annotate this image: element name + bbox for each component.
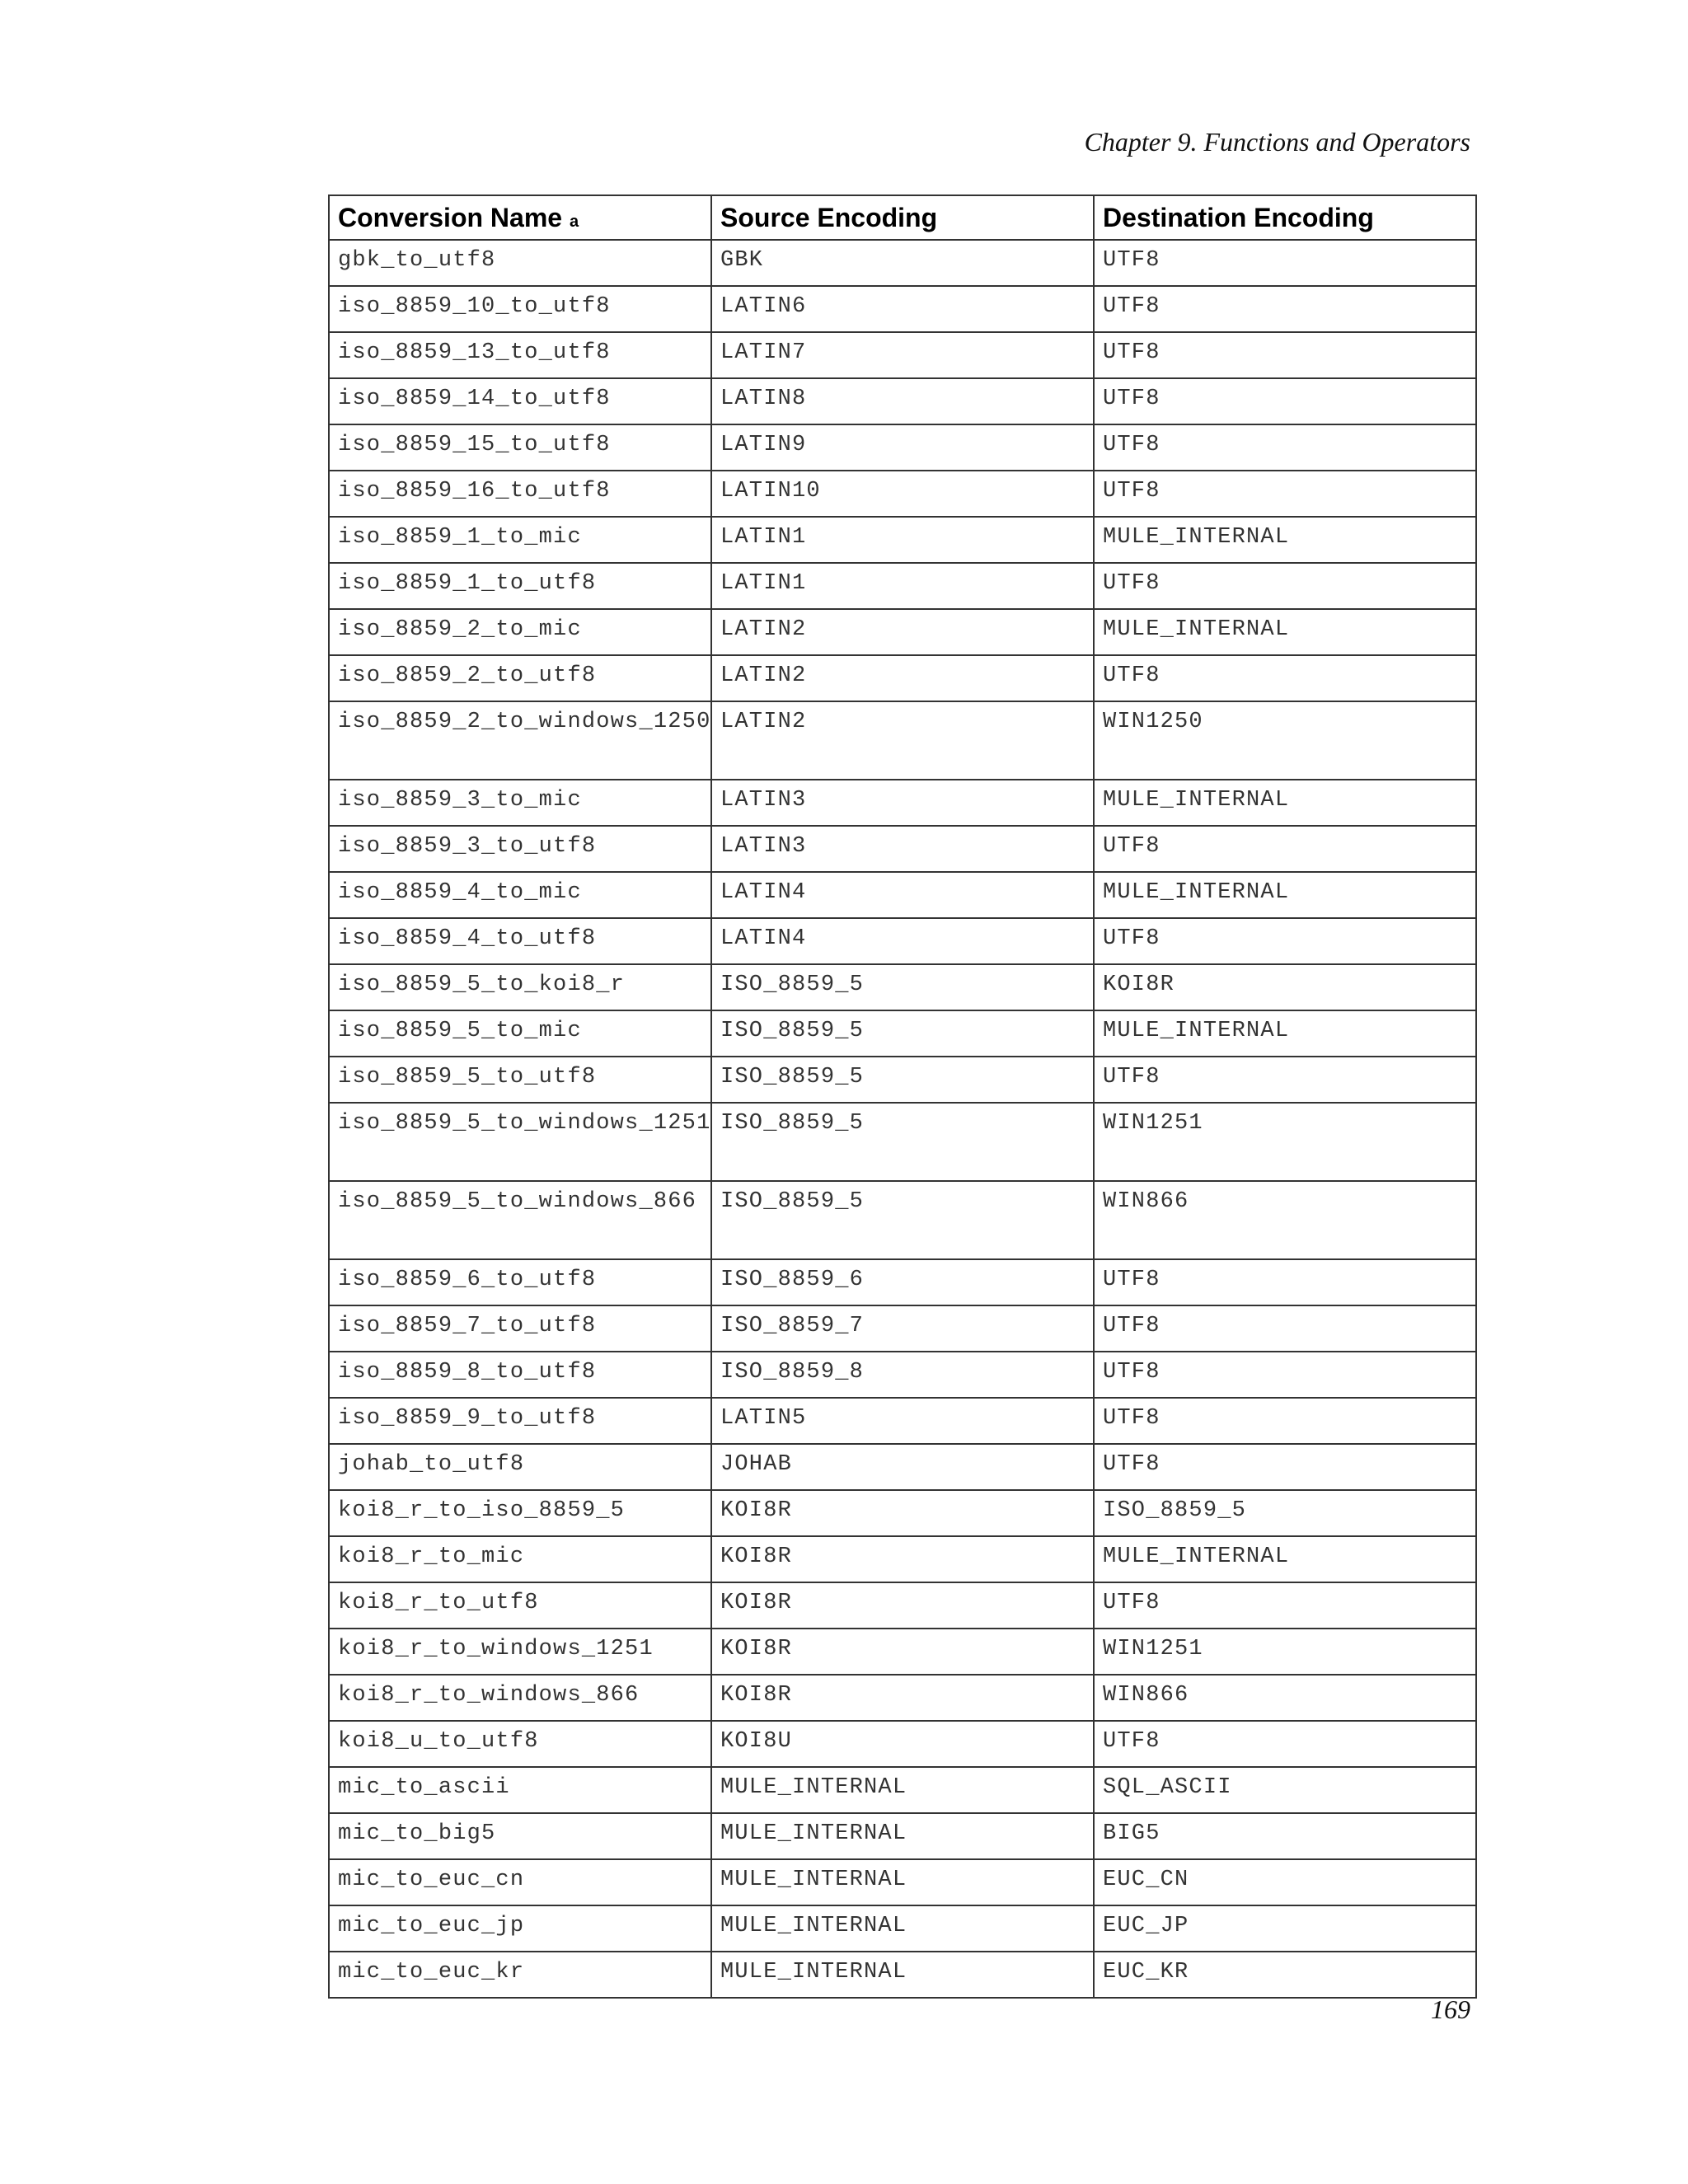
footnote-mark[interactable]: a [569, 213, 579, 231]
cell-conversion-name: iso_8859_9_to_utf8 [329, 1398, 711, 1444]
table-row [329, 1629, 1476, 1675]
table-row [329, 1582, 1476, 1629]
table-row [329, 1767, 1476, 1813]
cell-source-encoding: KOI8R [711, 1675, 1094, 1721]
cell-conversion-name: iso_8859_6_to_utf8 [329, 1259, 711, 1305]
table-row [329, 1813, 1476, 1859]
table-row [329, 517, 1476, 563]
cell-source-encoding: MULE_INTERNAL [711, 1813, 1094, 1859]
cell-source-encoding: ISO_8859_5 [711, 1010, 1094, 1057]
table-row [329, 1305, 1476, 1352]
cell-conversion-name: iso_8859_1_to_utf8 [329, 563, 711, 609]
cell-conversion-name: iso_8859_2_to_mic [329, 609, 711, 655]
cell-source-encoding: ISO_8859_5 [711, 1181, 1094, 1259]
cell-conversion-name: mic_to_euc_cn [329, 1859, 711, 1905]
cell-source-encoding: LATIN8 [711, 378, 1094, 424]
cell-destination-encoding: MULE_INTERNAL [1094, 1536, 1476, 1582]
table-row [329, 1010, 1476, 1057]
table-row [329, 1859, 1476, 1905]
table-row [329, 1905, 1476, 1952]
cell-source-encoding: KOI8U [711, 1721, 1094, 1767]
cell-destination-encoding: ISO_8859_5 [1094, 1490, 1476, 1536]
cell-source-encoding: MULE_INTERNAL [711, 1905, 1094, 1952]
cell-source-encoding: LATIN4 [711, 918, 1094, 964]
cell-source-encoding: ISO_8859_7 [711, 1305, 1094, 1352]
table-body [329, 240, 1476, 1998]
cell-conversion-name: koi8_r_to_mic [329, 1536, 711, 1582]
table-row [329, 609, 1476, 655]
cell-destination-encoding: UTF8 [1094, 826, 1476, 872]
cell-conversion-name: mic_to_euc_kr [329, 1952, 711, 1998]
table-row [329, 701, 1476, 780]
cell-destination-encoding: UTF8 [1094, 378, 1476, 424]
cell-conversion-name: koi8_r_to_utf8 [329, 1582, 711, 1629]
table-row [329, 332, 1476, 378]
table-row [329, 563, 1476, 609]
table-row [329, 1675, 1476, 1721]
cell-destination-encoding: MULE_INTERNAL [1094, 872, 1476, 918]
cell-source-encoding: ISO_8859_6 [711, 1259, 1094, 1305]
cell-source-encoding: MULE_INTERNAL [711, 1767, 1094, 1813]
cell-source-encoding: ISO_8859_5 [711, 1103, 1094, 1181]
cell-destination-encoding: UTF8 [1094, 286, 1476, 332]
table-row [329, 471, 1476, 517]
running-header: Chapter 9. Functions and Operators [1084, 127, 1470, 157]
cell-destination-encoding: WIN866 [1094, 1675, 1476, 1721]
table-row [329, 378, 1476, 424]
cell-source-encoding: KOI8R [711, 1490, 1094, 1536]
cell-conversion-name: iso_8859_8_to_utf8 [329, 1352, 711, 1398]
cell-conversion-name: mic_to_ascii [329, 1767, 711, 1813]
cell-source-encoding: LATIN7 [711, 332, 1094, 378]
header-destination-encoding: Destination Encoding [1094, 195, 1476, 240]
cell-conversion-name: iso_8859_1_to_mic [329, 517, 711, 563]
cell-conversion-name: iso_8859_4_to_utf8 [329, 918, 711, 964]
cell-source-encoding: LATIN2 [711, 609, 1094, 655]
table-row [329, 1057, 1476, 1103]
cell-source-encoding: ISO_8859_5 [711, 1057, 1094, 1103]
table-row [329, 1181, 1476, 1259]
cell-destination-encoding: MULE_INTERNAL [1094, 1010, 1476, 1057]
cell-destination-encoding: UTF8 [1094, 1721, 1476, 1767]
cell-source-encoding: ISO_8859_5 [711, 964, 1094, 1010]
cell-destination-encoding: UTF8 [1094, 1259, 1476, 1305]
cell-conversion-name: koi8_u_to_utf8 [329, 1721, 711, 1767]
table-row [329, 1398, 1476, 1444]
cell-source-encoding: LATIN2 [711, 701, 1094, 780]
table-row [329, 1103, 1476, 1181]
cell-source-encoding: LATIN3 [711, 826, 1094, 872]
cell-source-encoding: MULE_INTERNAL [711, 1859, 1094, 1905]
cell-source-encoding: LATIN2 [711, 655, 1094, 701]
cell-source-encoding: LATIN5 [711, 1398, 1094, 1444]
cell-destination-encoding: UTF8 [1094, 655, 1476, 701]
cell-conversion-name: iso_8859_15_to_utf8 [329, 424, 711, 471]
cell-destination-encoding: UTF8 [1094, 1305, 1476, 1352]
header-conversion-name-label: Conversion Name [338, 203, 563, 232]
cell-destination-encoding: UTF8 [1094, 563, 1476, 609]
cell-conversion-name: iso_8859_10_to_utf8 [329, 286, 711, 332]
table-row [329, 424, 1476, 471]
cell-destination-encoding: MULE_INTERNAL [1094, 780, 1476, 826]
table-row [329, 655, 1476, 701]
cell-source-encoding: LATIN3 [711, 780, 1094, 826]
cell-source-encoding: GBK [711, 240, 1094, 286]
cell-conversion-name: mic_to_big5 [329, 1813, 711, 1859]
cell-conversion-name: iso_8859_3_to_utf8 [329, 826, 711, 872]
cell-destination-encoding: UTF8 [1094, 1444, 1476, 1490]
cell-conversion-name: iso_8859_5_to_utf8 [329, 1057, 711, 1103]
table-row [329, 1444, 1476, 1490]
cell-destination-encoding: WIN866 [1094, 1181, 1476, 1259]
cell-source-encoding: LATIN6 [711, 286, 1094, 332]
cell-conversion-name: iso_8859_5_to_windows_1251 [329, 1103, 711, 1181]
cell-conversion-name: koi8_r_to_iso_8859_5 [329, 1490, 711, 1536]
table-row [329, 826, 1476, 872]
table-row [329, 964, 1476, 1010]
cell-destination-encoding: BIG5 [1094, 1813, 1476, 1859]
cell-destination-encoding: EUC_JP [1094, 1905, 1476, 1952]
table-header-row [329, 195, 1476, 240]
cell-destination-encoding: SQL_ASCII [1094, 1767, 1476, 1813]
table-row [329, 1352, 1476, 1398]
table-row [329, 286, 1476, 332]
table-row [329, 872, 1476, 918]
cell-conversion-name: iso_8859_7_to_utf8 [329, 1305, 711, 1352]
cell-source-encoding: LATIN9 [711, 424, 1094, 471]
table-row [329, 1490, 1476, 1536]
cell-source-encoding: JOHAB [711, 1444, 1094, 1490]
cell-destination-encoding: UTF8 [1094, 1398, 1476, 1444]
cell-destination-encoding: EUC_KR [1094, 1952, 1476, 1998]
cell-conversion-name: iso_8859_5_to_mic [329, 1010, 711, 1057]
cell-destination-encoding: UTF8 [1094, 1582, 1476, 1629]
cell-source-encoding: LATIN1 [711, 517, 1094, 563]
cell-source-encoding: KOI8R [711, 1536, 1094, 1582]
cell-conversion-name: koi8_r_to_windows_866 [329, 1675, 711, 1721]
cell-destination-encoding: KOI8R [1094, 964, 1476, 1010]
cell-destination-encoding: WIN1250 [1094, 701, 1476, 780]
cell-destination-encoding: MULE_INTERNAL [1094, 609, 1476, 655]
cell-destination-encoding: UTF8 [1094, 424, 1476, 471]
table-row [329, 1536, 1476, 1582]
cell-source-encoding: LATIN10 [711, 471, 1094, 517]
cell-destination-encoding: UTF8 [1094, 471, 1476, 517]
header-source-encoding: Source Encoding [711, 195, 1094, 240]
cell-conversion-name: gbk_to_utf8 [329, 240, 711, 286]
cell-conversion-name: koi8_r_to_windows_1251 [329, 1629, 711, 1675]
table-row [329, 1721, 1476, 1767]
cell-destination-encoding: UTF8 [1094, 1352, 1476, 1398]
cell-conversion-name: mic_to_euc_jp [329, 1905, 711, 1952]
cell-conversion-name: iso_8859_5_to_windows_866 [329, 1181, 711, 1259]
cell-source-encoding: LATIN4 [711, 872, 1094, 918]
cell-conversion-name: iso_8859_4_to_mic [329, 872, 711, 918]
cell-destination-encoding: WIN1251 [1094, 1103, 1476, 1181]
conversion-table [328, 194, 1477, 1999]
cell-conversion-name: iso_8859_16_to_utf8 [329, 471, 711, 517]
cell-source-encoding: KOI8R [711, 1582, 1094, 1629]
cell-conversion-name: johab_to_utf8 [329, 1444, 711, 1490]
table-row [329, 780, 1476, 826]
cell-source-encoding: KOI8R [711, 1629, 1094, 1675]
table-row [329, 1952, 1476, 1998]
cell-conversion-name: iso_8859_5_to_koi8_r [329, 964, 711, 1010]
cell-destination-encoding: EUC_CN [1094, 1859, 1476, 1905]
header-conversion-name [329, 195, 711, 240]
page-number: 169 [1431, 1994, 1470, 2024]
table-row [329, 240, 1476, 286]
cell-source-encoding: LATIN1 [711, 563, 1094, 609]
cell-destination-encoding: WIN1251 [1094, 1629, 1476, 1675]
cell-source-encoding: ISO_8859_8 [711, 1352, 1094, 1398]
cell-conversion-name: iso_8859_3_to_mic [329, 780, 711, 826]
cell-destination-encoding: UTF8 [1094, 918, 1476, 964]
table-row [329, 918, 1476, 964]
cell-conversion-name: iso_8859_13_to_utf8 [329, 332, 711, 378]
cell-destination-encoding: UTF8 [1094, 1057, 1476, 1103]
table-row [329, 1259, 1476, 1305]
cell-destination-encoding: UTF8 [1094, 240, 1476, 286]
cell-conversion-name: iso_8859_14_to_utf8 [329, 378, 711, 424]
cell-destination-encoding: MULE_INTERNAL [1094, 517, 1476, 563]
cell-source-encoding: MULE_INTERNAL [711, 1952, 1094, 1998]
cell-conversion-name: iso_8859_2_to_utf8 [329, 655, 711, 701]
cell-destination-encoding: UTF8 [1094, 332, 1476, 378]
cell-conversion-name: iso_8859_2_to_windows_1250 [329, 701, 711, 780]
